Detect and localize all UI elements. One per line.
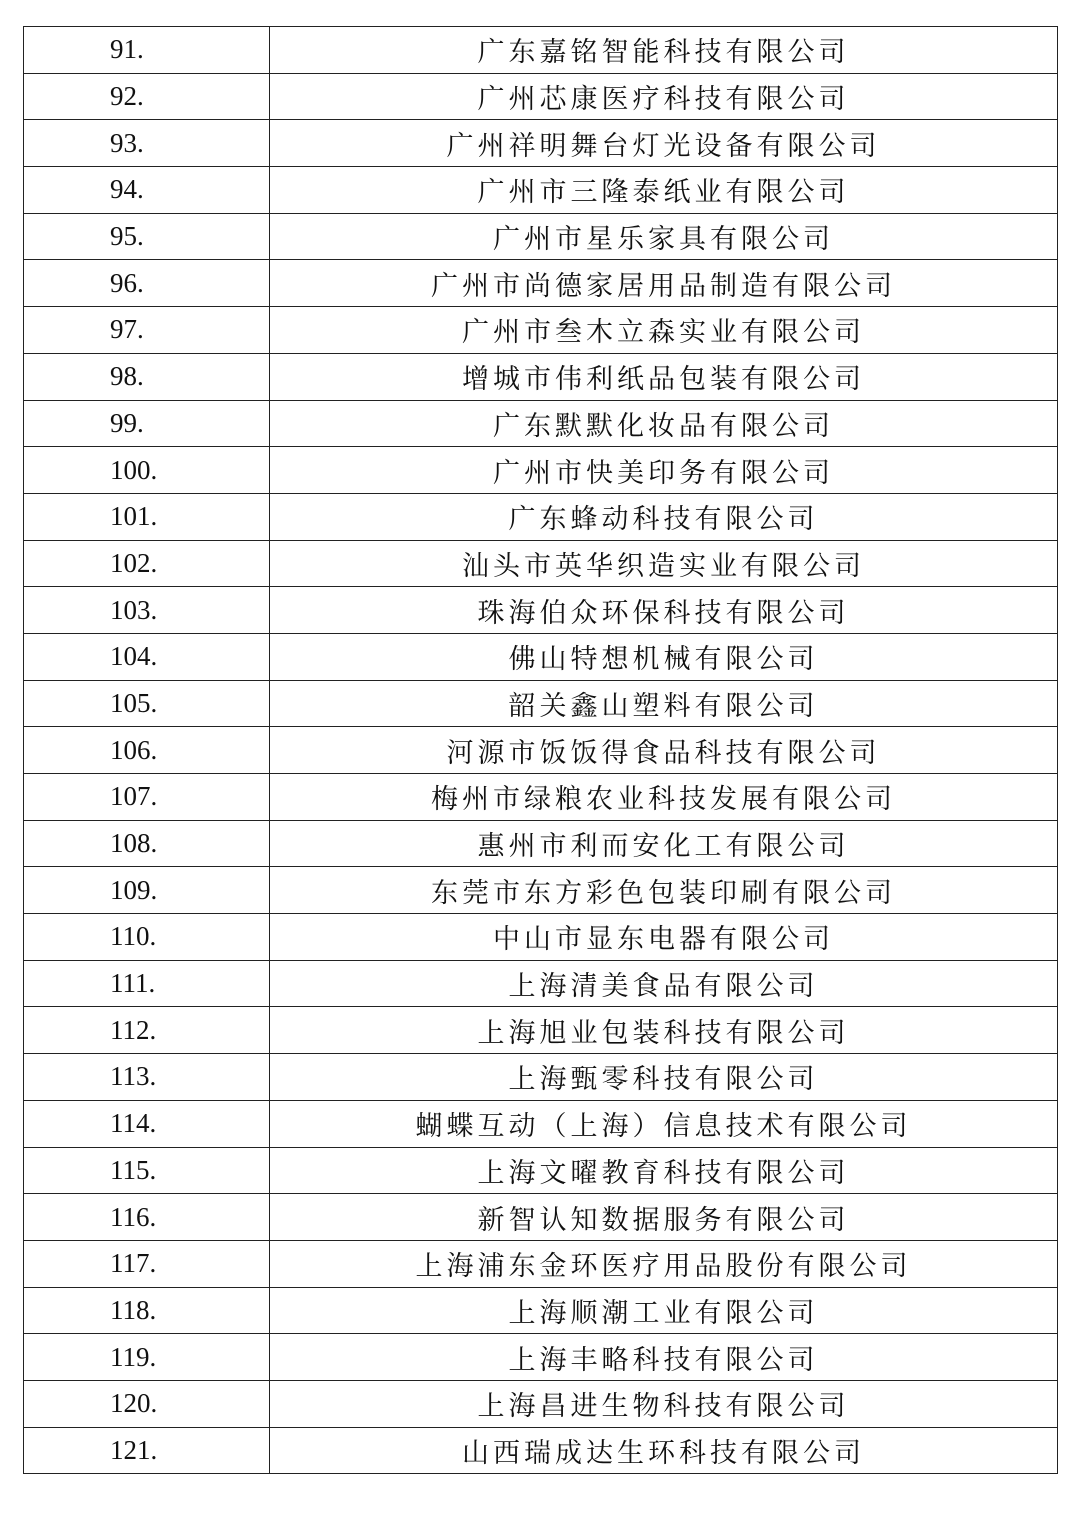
table-row [24,1334,1058,1381]
table-row [24,353,1058,400]
table-row [24,914,1058,961]
company-name: 广东默默化妆品有限公司 [270,400,1058,447]
row-number: 119. [24,1334,270,1381]
company-name: 广州市叁木立森实业有限公司 [270,307,1058,354]
company-name: 惠州市利而安化工有限公司 [270,820,1058,867]
row-number: 114. [24,1100,270,1147]
company-name: 增城市伟利纸品包装有限公司 [270,353,1058,400]
row-number: 102. [24,540,270,587]
row-number: 98. [24,353,270,400]
company-name: 广州祥明舞台灯光设备有限公司 [270,120,1058,167]
table-row [24,167,1058,214]
company-name: 新智认知数据服务有限公司 [270,1194,1058,1241]
row-number: 96. [24,260,270,307]
row-number: 109. [24,867,270,914]
company-name: 上海昌进生物科技有限公司 [270,1380,1058,1427]
table-row [24,633,1058,680]
row-number: 108. [24,820,270,867]
company-name: 广州市星乐家具有限公司 [270,213,1058,260]
table-row [24,1007,1058,1054]
company-name: 广东嘉铭智能科技有限公司 [270,27,1058,74]
table-row [24,960,1058,1007]
company-name: 梅州市绿粮农业科技发展有限公司 [270,774,1058,821]
table-row [24,260,1058,307]
company-name: 上海顺潮工业有限公司 [270,1287,1058,1334]
company-name: 上海旭业包装科技有限公司 [270,1007,1058,1054]
company-name: 上海丰略科技有限公司 [270,1334,1058,1381]
company-name: 河源市饭饭得食品科技有限公司 [270,727,1058,774]
row-number: 116. [24,1194,270,1241]
row-number: 93. [24,120,270,167]
company-name: 上海清美食品有限公司 [270,960,1058,1007]
table-row [24,1427,1058,1474]
table-row [24,1240,1058,1287]
row-number: 100. [24,447,270,494]
table-row [24,1287,1058,1334]
company-name: 广州市三隆泰纸业有限公司 [270,167,1058,214]
row-number: 97. [24,307,270,354]
table-row [24,820,1058,867]
table-row [24,1054,1058,1101]
company-name: 山西瑞成达生环科技有限公司 [270,1427,1058,1474]
table-row [24,307,1058,354]
table-row [24,587,1058,634]
table-row [24,540,1058,587]
row-number: 99. [24,400,270,447]
company-name: 上海文曜教育科技有限公司 [270,1147,1058,1194]
row-number: 115. [24,1147,270,1194]
table-row [24,120,1058,167]
company-list-body [24,27,1058,1474]
table-row [24,680,1058,727]
company-name: 蝴蝶互动（上海）信息技术有限公司 [270,1100,1058,1147]
row-number: 110. [24,914,270,961]
row-number: 101. [24,493,270,540]
row-number: 120. [24,1380,270,1427]
row-number: 105. [24,680,270,727]
company-name: 中山市显东电器有限公司 [270,914,1058,961]
row-number: 92. [24,73,270,120]
row-number: 94. [24,167,270,214]
company-name: 上海浦东金环医疗用品股份有限公司 [270,1240,1058,1287]
row-number: 112. [24,1007,270,1054]
company-name: 东莞市东方彩色包装印刷有限公司 [270,867,1058,914]
company-name: 韶关鑫山塑料有限公司 [270,680,1058,727]
table-row [24,1194,1058,1241]
row-number: 104. [24,633,270,680]
table-row [24,727,1058,774]
table-row [24,867,1058,914]
table-row [24,1147,1058,1194]
row-number: 107. [24,774,270,821]
table-row [24,400,1058,447]
table-row [24,447,1058,494]
company-name: 汕头市英华织造实业有限公司 [270,540,1058,587]
row-number: 118. [24,1287,270,1334]
company-name: 佛山特想机械有限公司 [270,633,1058,680]
row-number: 91. [24,27,270,74]
company-name: 广州市尚德家居用品制造有限公司 [270,260,1058,307]
row-number: 113. [24,1054,270,1101]
company-list-table [23,26,1058,1474]
company-name: 珠海伯众环保科技有限公司 [270,587,1058,634]
row-number: 111. [24,960,270,1007]
table-row [24,1100,1058,1147]
table-row [24,73,1058,120]
table-row [24,213,1058,260]
table-row [24,493,1058,540]
row-number: 121. [24,1427,270,1474]
row-number: 95. [24,213,270,260]
table-row [24,1380,1058,1427]
company-name: 广州芯康医疗科技有限公司 [270,73,1058,120]
row-number: 117. [24,1240,270,1287]
table-row [24,774,1058,821]
table-row [24,27,1058,74]
row-number: 103. [24,587,270,634]
company-name: 上海甄零科技有限公司 [270,1054,1058,1101]
company-name: 广州市快美印务有限公司 [270,447,1058,494]
company-name: 广东蜂动科技有限公司 [270,493,1058,540]
row-number: 106. [24,727,270,774]
